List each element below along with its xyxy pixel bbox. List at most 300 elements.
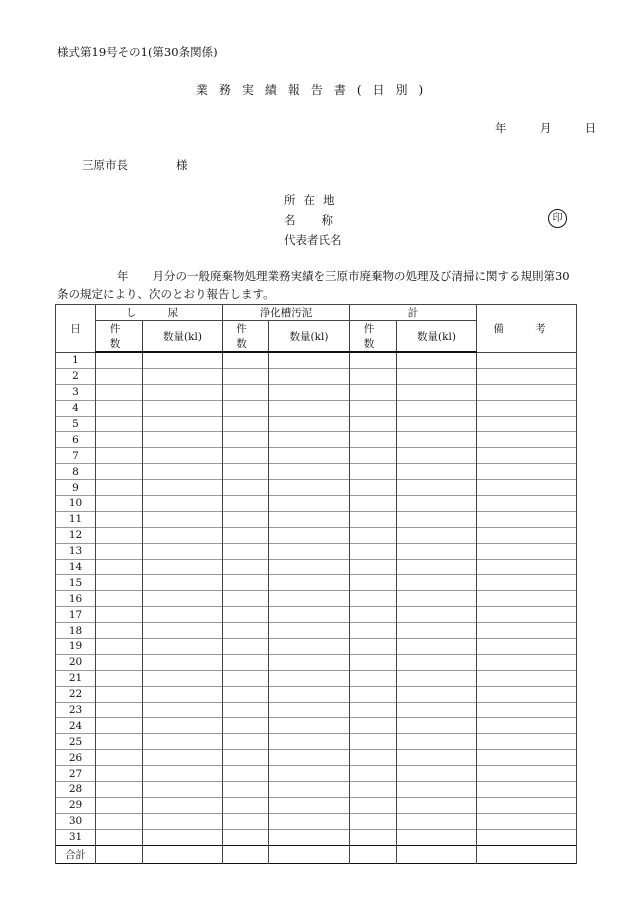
table-row <box>56 511 577 527</box>
data-cell[interactable] <box>96 368 143 384</box>
data-cell[interactable] <box>397 575 477 591</box>
data-cell[interactable] <box>143 797 223 813</box>
data-cell[interactable] <box>223 543 269 559</box>
data-cell[interactable] <box>223 782 269 798</box>
data-cell[interactable] <box>143 575 223 591</box>
data-cell[interactable] <box>397 750 477 766</box>
data-cell[interactable] <box>269 368 350 384</box>
day-number: 17 <box>56 607 96 623</box>
data-cell[interactable] <box>477 702 577 718</box>
data-cell[interactable] <box>223 384 269 400</box>
data-cell[interactable] <box>269 654 350 670</box>
data-cell[interactable] <box>477 496 577 512</box>
data-cell[interactable] <box>477 384 577 400</box>
data-cell[interactable] <box>269 464 350 480</box>
data-cell[interactable] <box>96 432 143 448</box>
day-number: 19 <box>56 639 96 655</box>
table-row <box>56 416 577 432</box>
data-cell[interactable] <box>397 607 477 623</box>
data-cell[interactable] <box>223 813 269 829</box>
day-label: 日 <box>584 121 597 135</box>
data-cell[interactable] <box>223 750 269 766</box>
day-number: 10 <box>56 496 96 512</box>
data-cell[interactable] <box>269 734 350 750</box>
data-cell[interactable] <box>269 702 350 718</box>
data-cell[interactable] <box>143 559 223 575</box>
day-number: 28 <box>56 782 96 798</box>
data-cell[interactable] <box>143 639 223 655</box>
data-cell[interactable] <box>269 559 350 575</box>
data-cell[interactable] <box>350 686 397 702</box>
total-cell[interactable] <box>477 845 577 863</box>
data-cell[interactable] <box>96 527 143 543</box>
data-cell[interactable] <box>223 639 269 655</box>
data-cell[interactable] <box>397 464 477 480</box>
data-cell[interactable] <box>223 734 269 750</box>
data-cell[interactable] <box>397 639 477 655</box>
name-label-2: 称 <box>321 213 333 227</box>
data-cell[interactable] <box>397 782 477 798</box>
day-number: 22 <box>56 686 96 702</box>
total-cell[interactable] <box>350 845 397 863</box>
data-cell[interactable] <box>96 639 143 655</box>
day-number: 2 <box>56 368 96 384</box>
data-cell[interactable] <box>397 400 477 416</box>
data-cell[interactable] <box>143 623 223 639</box>
table-row <box>56 480 577 496</box>
data-cell[interactable] <box>143 750 223 766</box>
data-cell[interactable] <box>350 797 397 813</box>
data-cell[interactable] <box>269 543 350 559</box>
data-cell[interactable] <box>477 734 577 750</box>
data-cell[interactable] <box>96 400 143 416</box>
data-cell[interactable] <box>223 766 269 782</box>
data-cell[interactable] <box>96 543 143 559</box>
data-cell[interactable] <box>223 416 269 432</box>
count-header: 件 数 <box>223 321 269 353</box>
data-cell[interactable] <box>223 829 269 845</box>
intro-text <box>57 267 577 303</box>
day-number: 29 <box>56 797 96 813</box>
data-cell[interactable] <box>143 511 223 527</box>
data-cell[interactable] <box>397 448 477 464</box>
data-cell[interactable] <box>477 750 577 766</box>
data-cell[interactable] <box>96 575 143 591</box>
total-cell[interactable] <box>269 845 350 863</box>
data-cell[interactable] <box>477 416 577 432</box>
data-cell[interactable] <box>477 448 577 464</box>
total-cell[interactable] <box>143 845 223 863</box>
addressee-name: 三原市長 <box>82 158 128 172</box>
data-cell[interactable] <box>397 734 477 750</box>
data-cell[interactable] <box>269 623 350 639</box>
data-cell[interactable] <box>477 813 577 829</box>
data-cell[interactable] <box>269 686 350 702</box>
data-cell[interactable] <box>350 829 397 845</box>
table-row <box>56 654 577 670</box>
total-cell[interactable] <box>223 845 269 863</box>
table-row <box>56 448 577 464</box>
data-cell[interactable] <box>269 575 350 591</box>
data-cell[interactable] <box>350 559 397 575</box>
data-cell[interactable] <box>96 766 143 782</box>
data-cell[interactable] <box>143 464 223 480</box>
day-number: 26 <box>56 750 96 766</box>
day-number: 5 <box>56 416 96 432</box>
quantity-header: 数量(kl) <box>143 321 223 353</box>
data-cell[interactable] <box>223 480 269 496</box>
data-cell[interactable] <box>223 527 269 543</box>
data-cell[interactable] <box>143 829 223 845</box>
data-cell[interactable] <box>96 654 143 670</box>
day-header: 日 <box>56 305 96 353</box>
quantity-header: 数量(kl) <box>397 321 477 353</box>
data-cell[interactable] <box>269 766 350 782</box>
data-cell[interactable] <box>223 352 269 368</box>
data-cell[interactable] <box>269 591 350 607</box>
table-row <box>56 750 577 766</box>
data-cell[interactable] <box>96 718 143 734</box>
data-cell[interactable] <box>350 496 397 512</box>
data-cell[interactable] <box>223 702 269 718</box>
day-number: 14 <box>56 559 96 575</box>
data-cell[interactable] <box>143 543 223 559</box>
data-cell[interactable] <box>96 591 143 607</box>
month-label: 月 <box>539 121 552 135</box>
data-cell[interactable] <box>223 607 269 623</box>
data-cell[interactable] <box>143 416 223 432</box>
data-cell[interactable] <box>143 734 223 750</box>
data-cell[interactable] <box>96 734 143 750</box>
page-title: 業務実績報告書(日別) <box>195 83 435 97</box>
data-cell[interactable] <box>269 639 350 655</box>
data-cell[interactable] <box>143 718 223 734</box>
data-cell[interactable] <box>350 591 397 607</box>
form-number: 様式第19号その1(第30条関係) <box>57 45 218 59</box>
data-cell[interactable] <box>477 766 577 782</box>
data-cell[interactable] <box>223 686 269 702</box>
data-cell[interactable] <box>397 813 477 829</box>
data-cell[interactable] <box>350 527 397 543</box>
group-header-total: 計 <box>350 305 477 321</box>
data-cell[interactable] <box>269 400 350 416</box>
data-cell[interactable] <box>397 384 477 400</box>
data-cell[interactable] <box>350 480 397 496</box>
data-cell[interactable] <box>397 352 477 368</box>
data-cell[interactable] <box>269 813 350 829</box>
table-row <box>56 400 577 416</box>
data-cell[interactable] <box>397 829 477 845</box>
data-cell[interactable] <box>350 384 397 400</box>
data-cell[interactable] <box>223 448 269 464</box>
count-header: 件 数 <box>96 321 143 353</box>
total-cell[interactable] <box>397 845 477 863</box>
data-cell[interactable] <box>477 797 577 813</box>
data-cell[interactable] <box>477 527 577 543</box>
data-cell[interactable] <box>397 480 477 496</box>
day-number: 9 <box>56 480 96 496</box>
data-cell[interactable] <box>397 670 477 686</box>
data-cell[interactable] <box>350 543 397 559</box>
data-cell[interactable] <box>350 670 397 686</box>
data-cell[interactable] <box>223 368 269 384</box>
data-cell[interactable] <box>223 591 269 607</box>
table-row <box>56 527 577 543</box>
data-cell[interactable] <box>397 702 477 718</box>
data-cell[interactable] <box>397 416 477 432</box>
data-cell[interactable] <box>269 670 350 686</box>
data-cell[interactable] <box>397 559 477 575</box>
data-cell[interactable] <box>96 797 143 813</box>
data-cell[interactable] <box>269 352 350 368</box>
data-cell[interactable] <box>477 639 577 655</box>
seal-mark: 印 <box>548 209 567 228</box>
data-cell[interactable] <box>96 670 143 686</box>
data-cell[interactable] <box>350 464 397 480</box>
total-label: 合計 <box>56 845 96 863</box>
name-label <box>284 212 333 228</box>
data-cell[interactable] <box>397 797 477 813</box>
data-cell[interactable] <box>143 654 223 670</box>
data-cell[interactable] <box>143 368 223 384</box>
table-row <box>56 432 577 448</box>
day-number: 27 <box>56 766 96 782</box>
data-cell[interactable] <box>350 813 397 829</box>
data-cell[interactable] <box>397 686 477 702</box>
data-cell[interactable] <box>477 400 577 416</box>
data-cell[interactable] <box>96 496 143 512</box>
data-cell[interactable] <box>477 718 577 734</box>
data-cell[interactable] <box>223 400 269 416</box>
data-cell[interactable] <box>96 782 143 798</box>
data-cell[interactable] <box>350 575 397 591</box>
data-cell[interactable] <box>350 702 397 718</box>
addressee <box>82 157 188 173</box>
data-cell[interactable] <box>477 480 577 496</box>
data-cell[interactable] <box>269 416 350 432</box>
data-cell[interactable] <box>223 432 269 448</box>
data-cell[interactable] <box>143 400 223 416</box>
day-number: 25 <box>56 734 96 750</box>
data-cell[interactable] <box>269 480 350 496</box>
data-cell[interactable] <box>397 496 477 512</box>
data-cell[interactable] <box>350 623 397 639</box>
data-cell[interactable] <box>350 766 397 782</box>
data-cell[interactable] <box>397 368 477 384</box>
data-cell[interactable] <box>96 480 143 496</box>
table-row <box>56 718 577 734</box>
day-number: 1 <box>56 352 96 368</box>
data-cell[interactable] <box>477 543 577 559</box>
table-row <box>56 639 577 655</box>
data-cell[interactable] <box>477 670 577 686</box>
data-cell[interactable] <box>223 496 269 512</box>
table-row <box>56 464 577 480</box>
data-cell[interactable] <box>350 400 397 416</box>
year-label: 年 <box>495 121 507 135</box>
quantity-header: 数量(kl) <box>269 321 350 353</box>
data-cell[interactable] <box>96 829 143 845</box>
data-cell[interactable] <box>269 782 350 798</box>
data-cell[interactable] <box>143 527 223 543</box>
data-cell[interactable] <box>223 797 269 813</box>
data-cell[interactable] <box>143 496 223 512</box>
data-cell[interactable] <box>477 575 577 591</box>
data-cell[interactable] <box>269 432 350 448</box>
data-cell[interactable] <box>397 623 477 639</box>
data-cell[interactable] <box>223 559 269 575</box>
data-cell[interactable] <box>269 750 350 766</box>
data-cell[interactable] <box>477 686 577 702</box>
note-header: 備 考 <box>477 305 577 353</box>
data-cell[interactable] <box>477 623 577 639</box>
day-number: 11 <box>56 511 96 527</box>
table-row <box>56 352 577 368</box>
day-number: 23 <box>56 702 96 718</box>
data-cell[interactable] <box>269 829 350 845</box>
data-cell[interactable] <box>96 702 143 718</box>
data-cell[interactable] <box>269 607 350 623</box>
data-cell[interactable] <box>397 591 477 607</box>
data-cell[interactable] <box>269 384 350 400</box>
day-number: 21 <box>56 670 96 686</box>
table-row <box>56 591 577 607</box>
table-row <box>56 368 577 384</box>
total-cell[interactable] <box>96 845 143 863</box>
data-cell[interactable] <box>350 718 397 734</box>
data-cell[interactable] <box>96 416 143 432</box>
data-cell[interactable] <box>350 782 397 798</box>
data-cell[interactable] <box>96 384 143 400</box>
data-cell[interactable] <box>350 639 397 655</box>
data-cell[interactable] <box>96 448 143 464</box>
day-number: 16 <box>56 591 96 607</box>
data-cell[interactable] <box>223 511 269 527</box>
data-cell[interactable] <box>143 448 223 464</box>
data-cell[interactable] <box>269 448 350 464</box>
intro-body: 月分の一般廃棄物処理業務実績を三原市廃棄物の処理及び清掃に関する規則第30条の規定により、次のとおり報告します。 <box>57 269 570 301</box>
data-cell[interactable] <box>350 607 397 623</box>
data-cell[interactable] <box>269 797 350 813</box>
day-number: 20 <box>56 654 96 670</box>
data-cell[interactable] <box>96 607 143 623</box>
data-cell[interactable] <box>477 352 577 368</box>
honorific: 様 <box>176 158 188 172</box>
data-cell[interactable] <box>143 813 223 829</box>
data-cell[interactable] <box>96 511 143 527</box>
data-cell[interactable] <box>223 575 269 591</box>
table-row <box>56 734 577 750</box>
day-number: 6 <box>56 432 96 448</box>
data-cell[interactable] <box>143 702 223 718</box>
data-cell[interactable] <box>269 527 350 543</box>
data-cell[interactable] <box>96 750 143 766</box>
data-cell[interactable] <box>143 432 223 448</box>
data-cell[interactable] <box>350 654 397 670</box>
data-cell[interactable] <box>397 432 477 448</box>
data-cell[interactable] <box>397 527 477 543</box>
data-cell[interactable] <box>96 559 143 575</box>
data-cell[interactable] <box>269 496 350 512</box>
table-row <box>56 575 577 591</box>
data-cell[interactable] <box>477 511 577 527</box>
data-cell[interactable] <box>143 670 223 686</box>
data-cell[interactable] <box>143 686 223 702</box>
data-cell[interactable] <box>477 559 577 575</box>
data-cell[interactable] <box>96 686 143 702</box>
table-row <box>56 670 577 686</box>
data-cell[interactable] <box>223 654 269 670</box>
table-row <box>56 813 577 829</box>
data-cell[interactable] <box>143 591 223 607</box>
data-cell[interactable] <box>96 623 143 639</box>
data-cell[interactable] <box>143 384 223 400</box>
data-cell[interactable] <box>223 670 269 686</box>
data-cell[interactable] <box>397 766 477 782</box>
data-cell[interactable] <box>350 352 397 368</box>
table-row <box>56 543 577 559</box>
data-cell[interactable] <box>350 448 397 464</box>
representative-label: 代表者氏名 <box>284 233 342 247</box>
data-cell[interactable] <box>477 591 577 607</box>
table-row <box>56 702 577 718</box>
data-cell[interactable] <box>477 464 577 480</box>
data-cell[interactable] <box>143 480 223 496</box>
data-cell[interactable] <box>350 416 397 432</box>
data-cell[interactable] <box>96 352 143 368</box>
data-cell[interactable] <box>143 607 223 623</box>
data-cell[interactable] <box>477 432 577 448</box>
data-cell[interactable] <box>143 782 223 798</box>
day-number: 3 <box>56 384 96 400</box>
data-cell[interactable] <box>397 511 477 527</box>
data-cell[interactable] <box>350 734 397 750</box>
data-cell[interactable] <box>397 718 477 734</box>
table-row <box>56 496 577 512</box>
data-cell[interactable] <box>477 654 577 670</box>
group-header-night-soil: し 尿 <box>96 305 223 321</box>
data-cell[interactable] <box>350 750 397 766</box>
data-cell[interactable] <box>397 654 477 670</box>
table-row <box>56 782 577 798</box>
data-cell[interactable] <box>269 718 350 734</box>
date-line <box>495 120 596 136</box>
data-cell[interactable] <box>223 623 269 639</box>
data-cell[interactable] <box>269 511 350 527</box>
data-cell[interactable] <box>350 432 397 448</box>
data-cell[interactable] <box>223 718 269 734</box>
day-number: 12 <box>56 527 96 543</box>
table-row <box>56 607 577 623</box>
day-number: 7 <box>56 448 96 464</box>
data-cell[interactable] <box>143 352 223 368</box>
data-cell[interactable] <box>350 368 397 384</box>
data-cell[interactable] <box>96 464 143 480</box>
day-number: 31 <box>56 829 96 845</box>
table-row <box>56 384 577 400</box>
data-cell[interactable] <box>397 543 477 559</box>
name-label-1: 名 <box>284 213 296 227</box>
address-label: 所在地 <box>284 193 343 207</box>
data-cell[interactable] <box>223 464 269 480</box>
data-cell[interactable] <box>477 607 577 623</box>
data-cell[interactable] <box>96 813 143 829</box>
data-cell[interactable] <box>477 829 577 845</box>
data-cell[interactable] <box>477 368 577 384</box>
data-cell[interactable] <box>143 766 223 782</box>
data-cell[interactable] <box>350 511 397 527</box>
data-cell[interactable] <box>477 782 577 798</box>
